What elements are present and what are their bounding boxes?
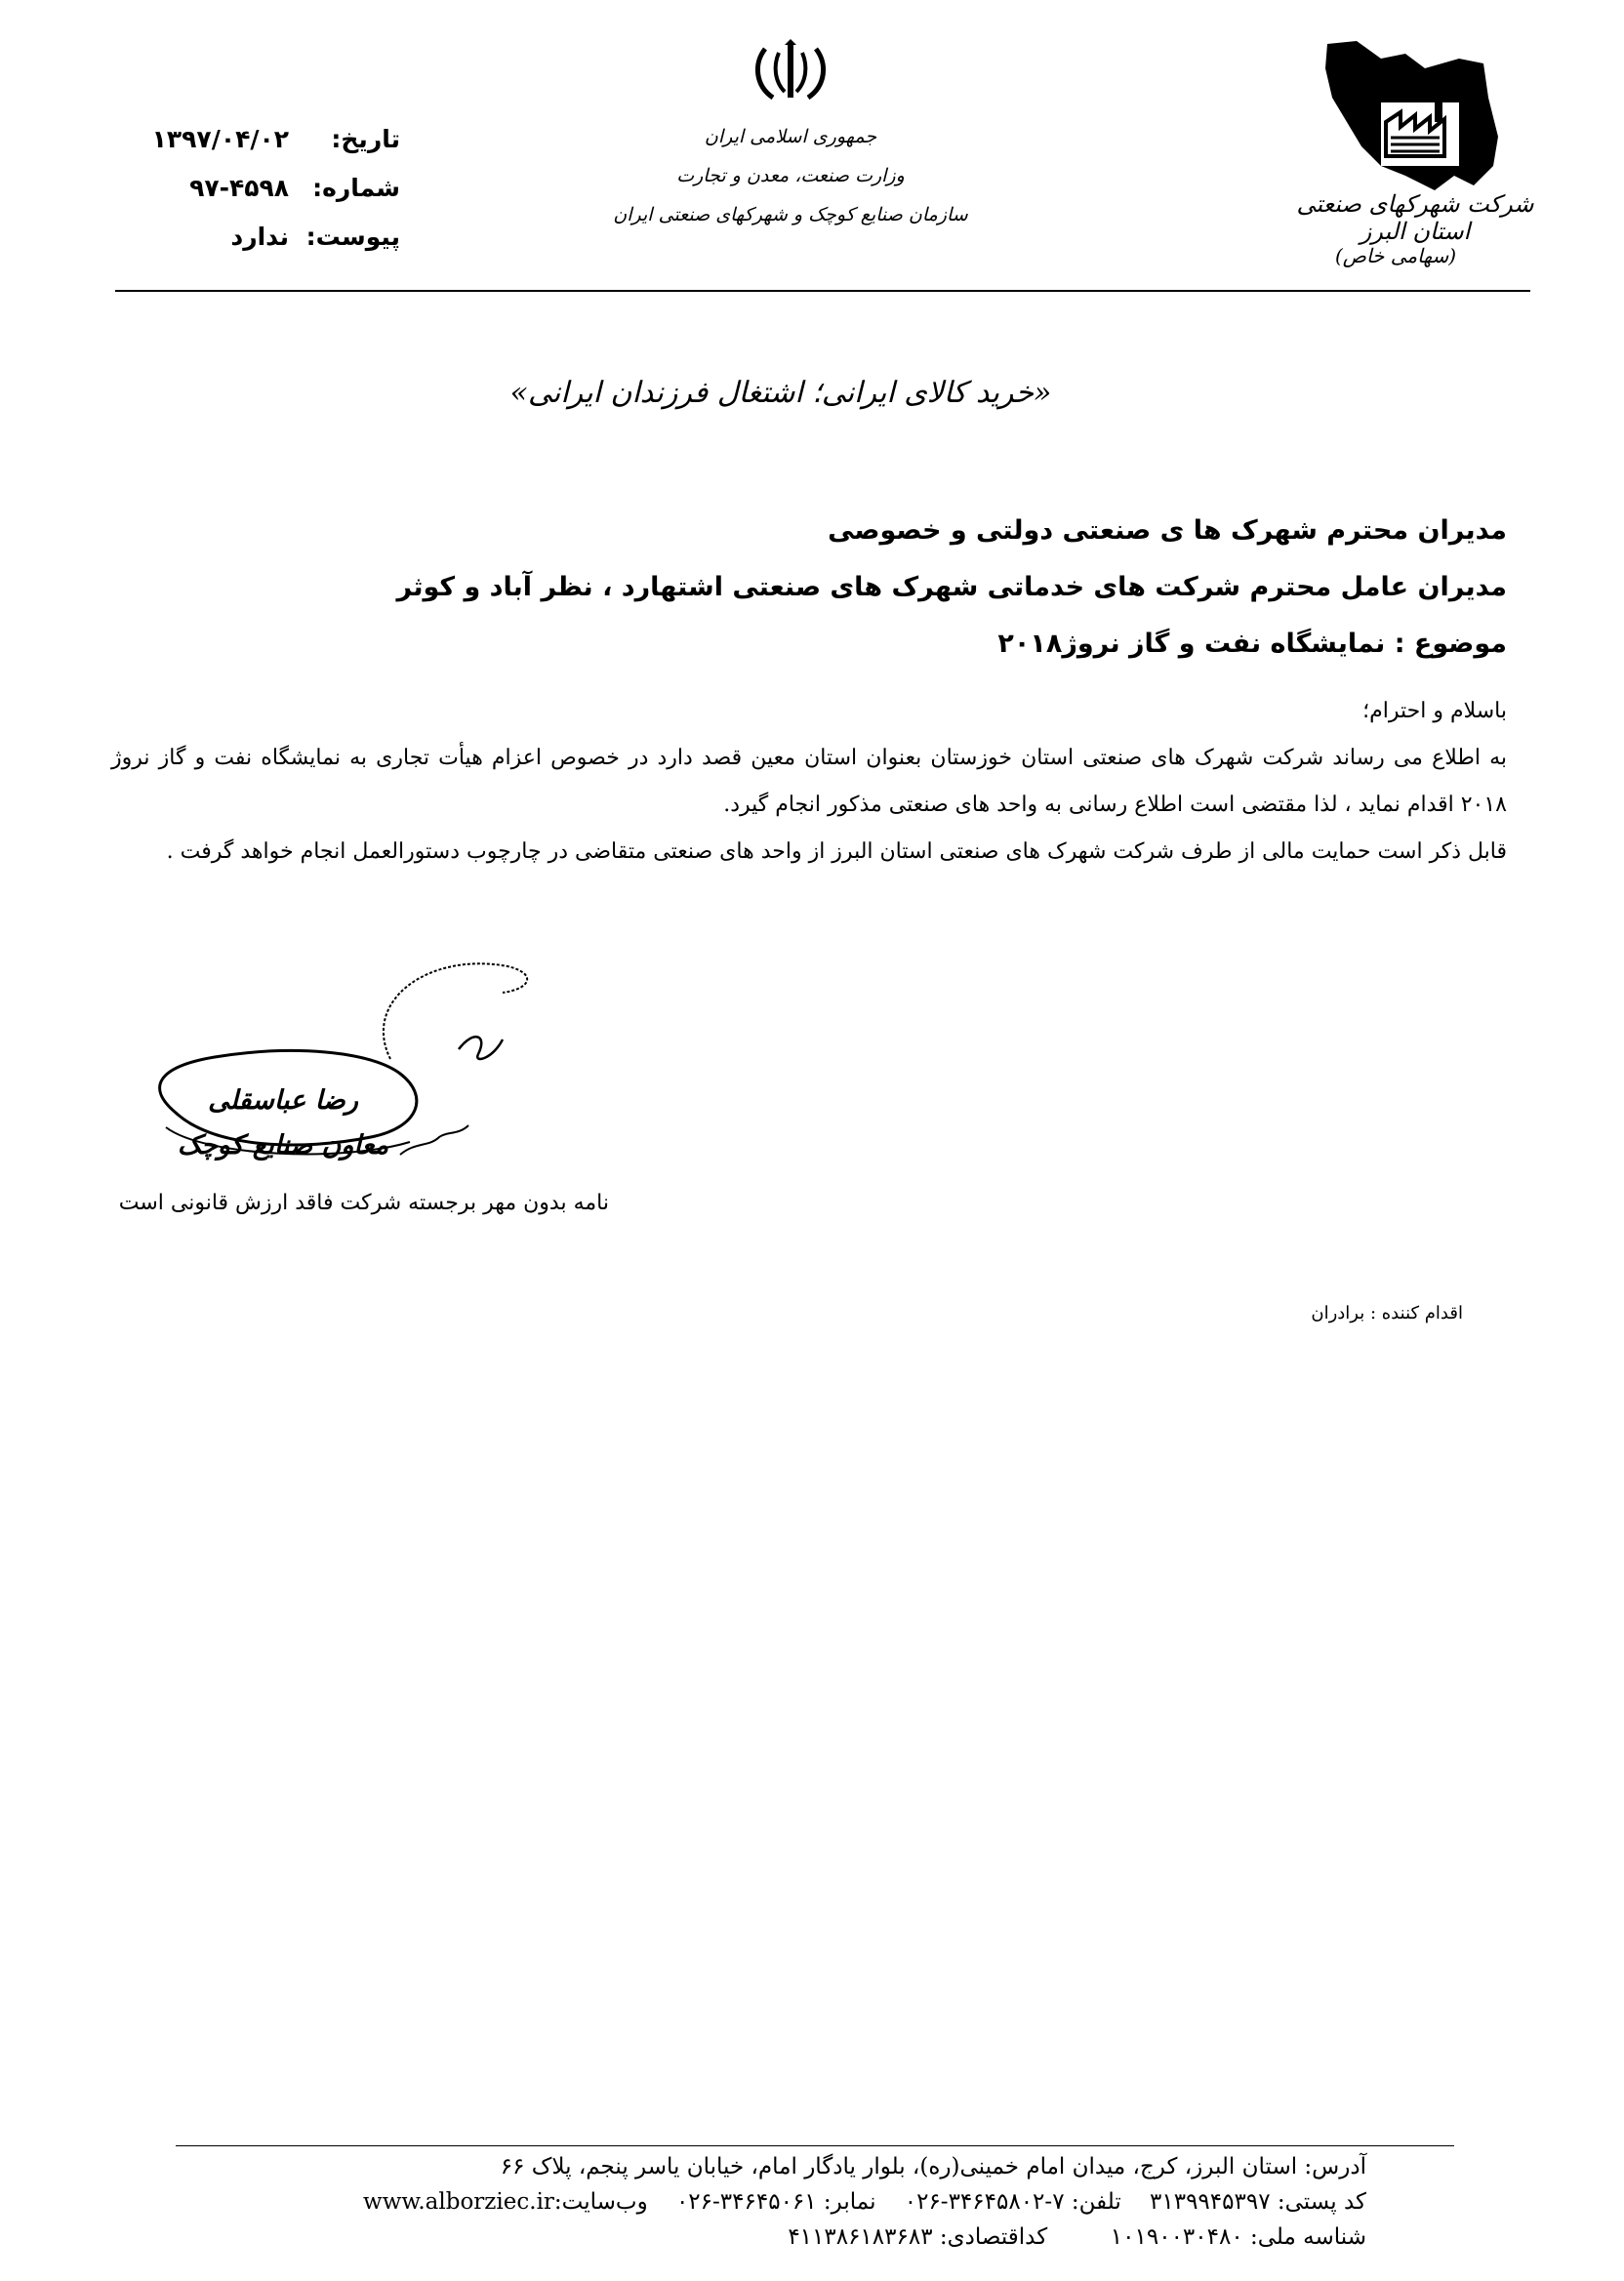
number-row <box>117 164 400 213</box>
footer-contact-row <box>195 2184 1366 2220</box>
iran-emblem-icon <box>751 39 830 107</box>
stamp-validity-note: نامه بدون مهر برجسته شرکت فاقد ارزش قانونی است <box>118 1191 609 1215</box>
date-value: ۱۳۹۷/۰۴/۰۲ <box>151 125 289 153</box>
footer-website[interactable]: وب‌سایت:www.alborziec.ir <box>363 2189 648 2215</box>
signatory-title: معاون صنایع کوچک <box>177 1130 389 1161</box>
letter-body <box>111 688 1507 876</box>
signatory-name: رضا عباسقلی <box>208 1085 358 1116</box>
action-by: اقدام کننده : برادران <box>1311 1303 1463 1324</box>
company-name: شرکت شهرکهای صنعتی استان البرز <box>1296 190 1534 245</box>
slogan: «خرید کالای ایرانی؛ اشتغال فرزندان ایرانی» <box>509 376 1052 410</box>
government-header <box>586 117 995 234</box>
attachment-value: ندارد <box>230 223 289 251</box>
attachment-label: پیوست: <box>305 223 400 251</box>
recipients-block <box>238 503 1507 672</box>
footer-fax: نمابر: ۳۴۶۴۵۰۶۱-۰۲۶ <box>675 2189 876 2215</box>
recipient-line-1: مدیران محترم شهرک ها ی صنعتی دولتی و خصوصی <box>828 515 1507 546</box>
footer-address: آدرس: استان البرز، کرج، میدان امام خمینی(ره)، بلوار یادگار امام، خیابان یاسر پنجم، پلاک ۶۶ <box>500 2154 1366 2179</box>
number-value: ۹۷-۴۵۹۸ <box>189 174 289 202</box>
header-divider <box>115 290 1530 292</box>
date-row <box>117 115 400 164</box>
subject-line: موضوع : نمایشگاه نفت و گاز نروژ۲۰۱۸ <box>997 629 1507 659</box>
footer-divider <box>176 2145 1454 2146</box>
signatory <box>146 1079 420 1168</box>
letter-meta <box>117 115 400 262</box>
footer <box>195 2149 1366 2255</box>
footer-phone: تلفن: ۷-۳۴۶۴۵۸۰۲-۰۲۶ <box>904 2189 1121 2215</box>
number-label: شماره: <box>312 174 400 202</box>
recipient-line-2: مدیران عامل محترم شرکت های خدماتی شهرک های صنعتی اشتهارد ، نظر آباد و کوثر <box>396 572 1507 602</box>
company-type: (سهامی خاص) <box>1334 244 1457 267</box>
footer-economic-code: کداقتصادی: ۴۱۱۳۸۶۱۸۳۶۸۳ <box>788 2224 1048 2250</box>
date-label: تاریخ: <box>331 125 400 153</box>
footer-national-id: شناسه ملی: ۱۰۱۹۰۰۳۰۴۸۰ <box>1110 2224 1366 2250</box>
greeting: باسلام و احترام؛ <box>1362 699 1507 723</box>
gov-line-organization: سازمان صنایع کوچک و شهرکهای صنعتی ایران <box>613 204 968 225</box>
body-paragraph-2: قابل ذکر است حمایت مالی از طرف شرکت شهرک های صنعتی استان البرز از واحد های صنعتی متقاضی در چارچوب دستورالعمل انجام خواهد گرفت . <box>166 839 1507 864</box>
footer-postal: کد پستی: ۳۱۳۹۹۴۵۳۹۷ <box>1150 2189 1366 2215</box>
attachment-row <box>117 213 400 262</box>
body-paragraph-1: به اطلاع می رساند شرکت شهرک های صنعتی استان خوزستان بعنوان استان معین قصد دارد در خصوص اعزام هیأت تجاری به نمایشگاه نفت و گاز نروژ ۲۰۱۸ اقدام نماید ، لذا مقتضی است اطلاع رسانی به واحد های صنعتی مذکور انجام گیرد. <box>111 746 1507 817</box>
gov-line-ministry: وزارت صنعت، معدن و تجارت <box>676 165 905 186</box>
footer-ids-row <box>195 2220 1366 2255</box>
gov-line-republic: جمهوری اسلامی ایران <box>704 126 877 147</box>
